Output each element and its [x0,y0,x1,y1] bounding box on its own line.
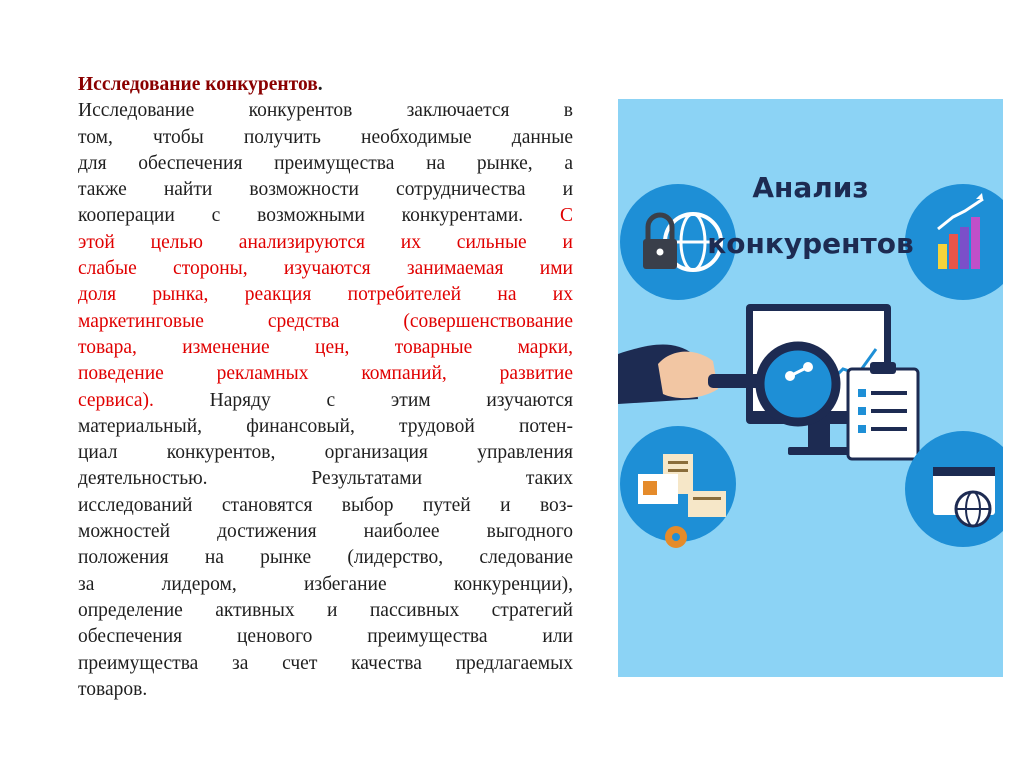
body-text-highlight: доля рынка, реакция потребителей на их [78,284,573,306]
body-text: том, чтобы получить необходимые данные [78,126,573,148]
body-line [78,361,573,387]
body-text: циал конкурентов, организация управления [78,442,573,464]
competitor-analysis-illustration [618,99,1003,677]
body-text: Исследование конкурентов заключается в [78,100,573,122]
body-text-highlight: поведение рекламных компаний, развитие [78,363,573,385]
body-text: можностей достижения наиболее выгодного [78,521,573,543]
body-line [78,493,573,519]
body-line [78,282,573,308]
body-line [78,519,573,545]
illustration-title-line2: конкурентов [707,227,914,260]
body-text: за лидером, избегание конкуренции), [78,573,573,595]
body-text: исследований становятся выбор путей и воз- [78,494,573,516]
illustration-title-line1: Анализ [752,171,869,204]
body-text: товаров. [78,678,148,700]
body-line [78,98,573,124]
body-text-highlight: этой целью анализируются их сильные и [78,231,573,253]
body-line [78,388,573,414]
body-line [78,466,573,492]
body-text-highlight: сервиса). [78,389,154,411]
body-text-highlight: маркетинговые средства (совершенствование [78,310,573,332]
body-line [78,309,573,335]
body-text: положения на рынке (лидерство, следование [78,547,573,569]
body-line [78,598,573,624]
body-line [78,572,573,598]
body-line [78,545,573,571]
body-text-highlight: С [559,205,573,227]
body-text: кооперации с возможными конкурентами. [78,205,560,227]
body-line [78,677,573,703]
body-line [78,230,573,256]
body-line [78,651,573,677]
heading-line [78,72,573,98]
body-text: Наряду с этим изучаются [153,389,573,411]
body-line [78,624,573,650]
body-line [78,151,573,177]
body-text: материальный, финансовый, трудовой потен- [78,415,573,437]
body-text: деятельностью. Результатами таких [78,468,573,490]
body-line [78,125,573,151]
body-line [78,440,573,466]
body-line [78,256,573,282]
body-line [78,177,573,203]
body-text-highlight: товара, изменение цен, товарные марки, [78,336,573,358]
body-paragraph [78,98,573,703]
body-text-highlight: слабые стороны, изучаются занимаемая ими [78,258,573,280]
body-text: для обеспечения преимущества на рынке, а [78,152,573,174]
body-text: определение активных и пассивных стратегий [78,599,573,621]
body-text: также найти возможности сотрудничества и [78,179,573,201]
heading-dot: . [317,74,323,95]
text-block [78,72,573,703]
body-line [78,414,573,440]
clipboard-icon [848,362,918,459]
heading-title: Исследование конкурентов [78,74,318,95]
body-line [78,335,573,361]
body-text: преимущества за счет качества предлагаемых [78,652,573,674]
body-line [78,203,573,229]
body-text: обеспечения ценового преимущества или [78,626,573,648]
